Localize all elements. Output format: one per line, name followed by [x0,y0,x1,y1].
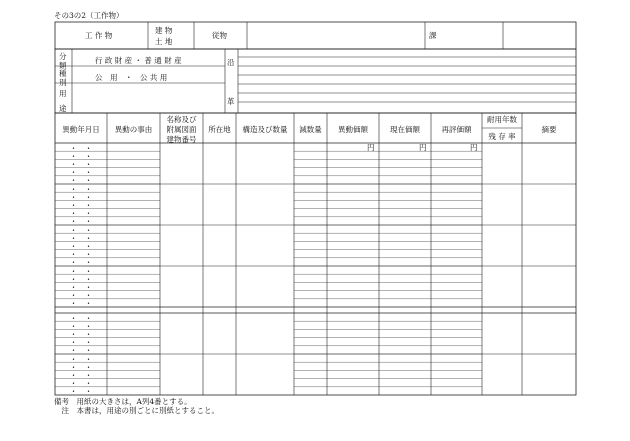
date-mark: ・ ・ [69,362,93,372]
label-shubetsu-1: 種 [59,69,67,78]
header-box [55,22,576,49]
bunrui-value: 行 政 財 産 ・ 普 通 財 産 [95,56,182,65]
label-kosakubutsu: 工 作 物 [85,31,113,40]
date-mark: ・ ・ [69,192,93,202]
label-ka: 課 [429,31,437,40]
date-mark: ・ ・ [69,354,93,364]
shubetsu-value: 公 用 ・ 公 共 用 [95,73,168,82]
date-mark: ・ ・ [69,258,93,268]
date-mark: ・ ・ [69,299,93,309]
yen-change-value: 円 [367,143,375,152]
date-mark: ・ ・ [69,233,93,243]
col-remarks: 摘要 [541,125,557,134]
date-mark: ・ ・ [69,168,93,178]
col-location: 所在地 [208,125,231,134]
date-mark: ・ ・ [69,291,93,301]
col-change-value: 異動価額 [338,125,368,134]
col-date: 異動年月日 [62,125,100,134]
date-mark: ・ ・ [69,217,93,227]
date-mark: ・ ・ [69,370,93,380]
label-yoto-1: 用 [59,89,67,98]
label-enkaku-2: 革 [227,97,235,106]
date-mark: ・ ・ [69,379,93,389]
date-mark: ・ ・ [69,329,93,339]
col-name-2: 附属図面 [166,125,197,134]
date-mark: ・ ・ [69,225,93,235]
col-structure: 構造及び数量 [242,125,288,134]
yen-reval: 円 [470,143,478,152]
label-bunrui-1: 分 [59,52,67,61]
date-mark: ・ ・ [69,321,93,331]
col-reval: 再評価額 [441,125,472,134]
note-line-2: 注 本書は，用途の別ごとに別紙とすること。 [54,406,219,415]
date-mark: ・ ・ [69,346,93,356]
label-enkaku-1: 沿 [227,58,235,67]
form-title: その3の2（工作物） [54,11,124,20]
note-line-1: 備考 用紙の大きさは，A列4番とする。 [54,397,192,406]
date-mark: ・ ・ [69,338,93,348]
label-tatemono: 建 物 [155,26,173,35]
col-residual: 残 存 率 [488,132,516,141]
date-mark: ・ ・ [69,209,93,219]
date-mark: ・ ・ [69,387,93,397]
date-mark: ・ ・ [69,159,93,169]
date-mark: ・ ・ [69,200,93,210]
col-name-3: 建物番号 [166,135,197,144]
date-mark: ・ ・ [69,143,93,153]
yen-current-value: 円 [419,143,427,152]
date-mark: ・ ・ [69,241,93,251]
label-yoto-2: 途 [59,104,67,113]
date-mark: ・ ・ [69,282,93,292]
date-mark: ・ ・ [69,176,93,186]
label-tochi: 土 地 [155,37,173,46]
date-mark: ・ ・ [69,151,93,161]
date-mark: ・ ・ [69,184,93,194]
col-current-value: 現在価額 [390,125,420,134]
col-reason: 異動の事由 [114,125,153,134]
col-decrease: 減数量 [299,125,322,134]
col-name-1: 名称及び [166,115,197,124]
label-juubutsu: 従物 [212,31,227,40]
col-life: 耐用年数 [487,115,517,124]
label-bunrui-2: 類 [59,61,67,70]
date-mark: ・ ・ [69,274,93,284]
label-shubetsu-2: 別 [59,78,67,87]
date-mark: ・ ・ [69,250,93,260]
date-mark: ・ ・ [69,266,93,276]
date-mark: ・ ・ [69,313,93,323]
main-table [55,113,576,395]
